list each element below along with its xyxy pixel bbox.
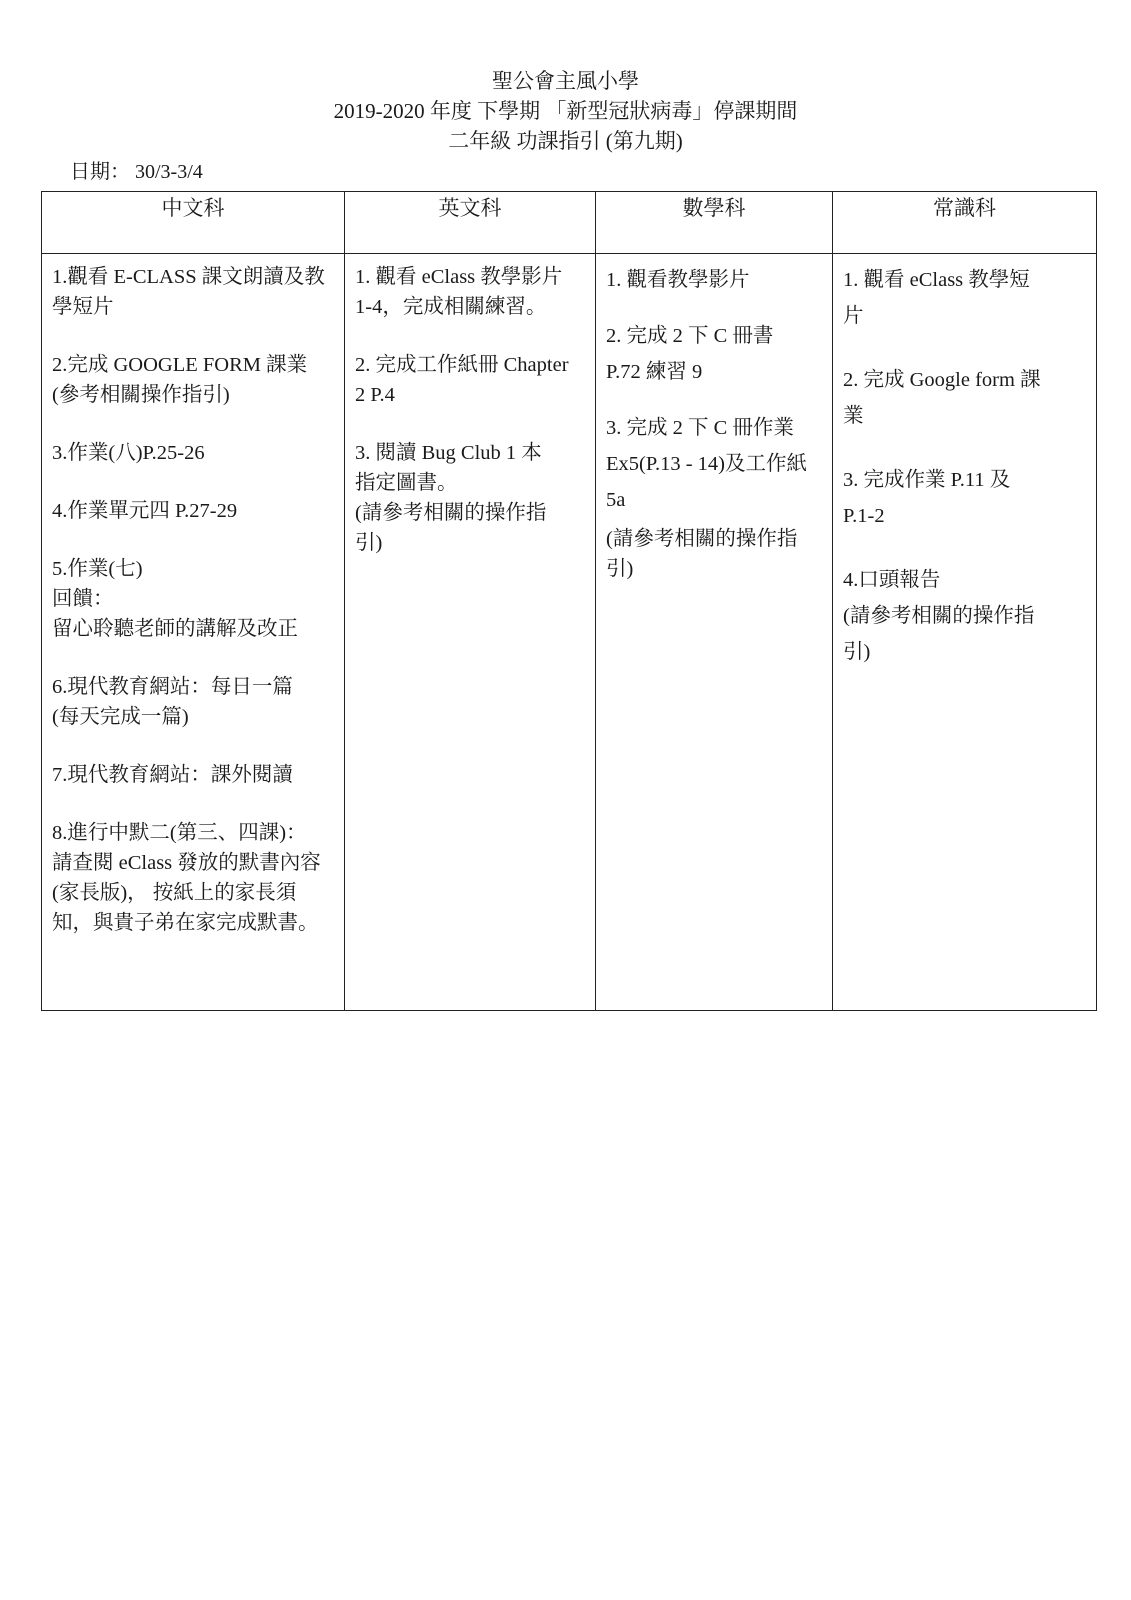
math-task-3: 3. 完成 2 下 C 冊作業 Ex5(P.13 - 14)及工作紙 5a <box>606 417 808 511</box>
gs-task-3: 3. 完成作業 P.11 及 P.1-2 <box>843 469 1011 527</box>
header-general-studies: 常識科 <box>833 192 1097 254</box>
homework-table <box>41 191 1097 1011</box>
gs-task-4: 4.口頭報告 (請參考相關的操作指 引) <box>843 569 1035 663</box>
chinese-task-4: 4.作業單元四 P.27-29 <box>52 500 238 522</box>
math-tasks <box>596 254 833 1011</box>
guide-title: 二年級 功課指引 (第九期) <box>448 129 683 153</box>
gs-task-2: 2. 完成 Google form 課 業 <box>843 369 1041 427</box>
english-task-2: 2. 完成工作紙冊 Chapter 2 P.4 <box>355 354 569 406</box>
math-task-2: 2. 完成 2 下 C 冊書 P.72 練習 9 <box>606 325 774 383</box>
english-task-3: 3. 閱讀 Bug Club 1 本 指定圖書。 (請參考相關的操作指 引) <box>355 442 547 554</box>
english-tasks <box>345 254 596 1011</box>
chinese-task-6: 6.現代教育網站：每日一篇 (每天完成一篇) <box>52 676 293 728</box>
school-name: 聖公會主風小學 <box>492 69 639 93</box>
header-chinese: 中文科 <box>42 192 345 254</box>
chinese-task-1: 1.觀看 E-CLASS 課文朗讀及教學短片 <box>52 266 325 318</box>
header-english: 英文科 <box>345 192 596 254</box>
chinese-task-2: 2.完成 GOOGLE FORM 課業 (參考相關操作指引) <box>52 354 308 406</box>
general-studies-tasks <box>833 254 1097 1011</box>
document-header <box>0 66 1131 156</box>
table-body-row <box>42 254 1097 1011</box>
gs-task-1: 1. 觀看 eClass 教學短 片 <box>843 269 1030 327</box>
math-task-1: 1. 觀看教學影片 <box>606 269 750 291</box>
header-math: 數學科 <box>596 192 833 254</box>
chinese-task-7: 7.現代教育網站：課外閱讀 <box>52 764 293 786</box>
english-task-1: 1. 觀看 eClass 教學影片 1-4，完成相關練習。 <box>355 266 563 318</box>
table-header-row <box>42 192 1097 254</box>
chinese-tasks <box>42 254 345 1011</box>
date-range: 日期： 30/3-3/4 <box>70 161 203 183</box>
term-title: 2019-2020 年度 下學期 「新型冠狀病毒」停課期間 <box>333 99 798 123</box>
chinese-task-5: 5.作業(七) 回饋： 留心聆聽老師的講解及改正 <box>52 558 298 640</box>
chinese-task-8: 8.進行中默二(第三、四課)： 請查閱 eClass 發放的默書內容(家長版)， 按紙上的家長須知，與貴子弟在家完成默書。 <box>52 822 321 934</box>
chinese-task-3: 3.作業(八)P.25-26 <box>52 442 205 464</box>
math-note: (請參考相關的操作指 引) <box>606 528 798 580</box>
